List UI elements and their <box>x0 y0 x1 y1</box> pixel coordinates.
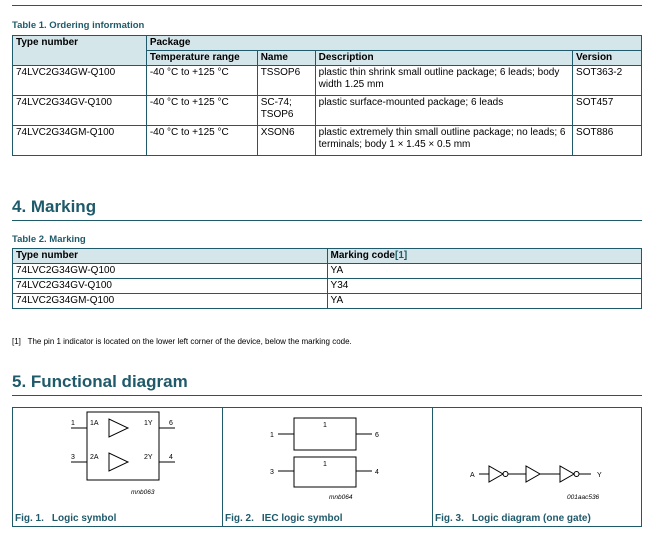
out-pin-6: 6 <box>375 432 379 439</box>
qualifier-2: 1 <box>323 461 327 468</box>
fig3-label: Fig. 3. <box>435 513 464 524</box>
logic-symbol-diagram <box>13 408 222 508</box>
ordering-table <box>12 35 642 156</box>
header-package: Package <box>146 36 641 51</box>
iec-logic-symbol-diagram <box>223 408 432 508</box>
cell-code: YA <box>327 294 641 309</box>
pin-3: 3 <box>71 454 75 461</box>
pin-a: A <box>470 472 475 479</box>
cell-type: 74LVC2G34GW-Q100 <box>13 264 328 279</box>
cell-name: XSON6 <box>257 126 315 156</box>
section-5-rule <box>12 395 642 396</box>
table-row <box>13 66 642 96</box>
cell-temp: -40 °C to +125 °C <box>146 96 257 126</box>
table-row <box>13 96 642 126</box>
fig3-box <box>432 407 642 527</box>
header-description: Description <box>315 51 572 66</box>
cell-code: Y34 <box>327 279 641 294</box>
fig3-caption <box>435 513 599 524</box>
top-rule <box>12 5 642 6</box>
cell-type: 74LVC2G34GV-Q100 <box>13 96 147 126</box>
fig1-code: mnb063 <box>131 489 155 496</box>
pin-1a: 1A <box>90 420 99 427</box>
fig2-caption <box>225 513 350 524</box>
cell-version: SOT886 <box>573 126 642 156</box>
table-row <box>13 126 642 156</box>
cell-version: SOT457 <box>573 96 642 126</box>
cell-type: 74LVC2G34GM-Q100 <box>13 126 147 156</box>
section-5-heading: 5. Functional diagram <box>12 372 188 391</box>
cell-type: 74LVC2G34GV-Q100 <box>13 279 328 294</box>
fig1-caption <box>15 513 124 524</box>
cell-type: 74LVC2G34GW-Q100 <box>13 66 147 96</box>
in-pin-1: 1 <box>270 432 274 439</box>
cell-desc: plastic extremely thin small outline package; no leads; 6 terminals; body 1 × 1.45 × 0.5 mm <box>315 126 572 156</box>
table-row <box>13 294 642 309</box>
pin-2y: 2Y <box>144 454 153 461</box>
table2-caption: Table 2. Marking <box>12 234 86 245</box>
fig2-label: Fig. 2. <box>225 513 254 524</box>
cell-desc: plastic thin shrink small outline package; 6 leads; body width 1.25 mm <box>315 66 572 96</box>
fig2-code: mnb064 <box>329 494 353 501</box>
header-version: Version <box>573 51 642 66</box>
marking-table <box>12 248 642 309</box>
fig1-box <box>12 407 223 527</box>
cell-code: YA <box>327 264 641 279</box>
footnote-link[interactable]: [1] <box>395 250 408 261</box>
footnote-ref: [1] <box>12 337 21 346</box>
header-marking-code <box>327 249 641 264</box>
footnote-text: The pin 1 indicator is located on the lower left corner of the device, below the marking code. <box>27 337 352 346</box>
header-type-number: Type number <box>13 36 147 66</box>
header-type-number: Type number <box>13 249 328 264</box>
logic-diagram-one-gate <box>433 408 641 508</box>
header-name: Name <box>257 51 315 66</box>
marking-code-label: Marking code <box>330 250 395 261</box>
fig2-title: IEC logic symbol <box>261 513 343 524</box>
fig2-box <box>222 407 433 527</box>
footnote <box>12 337 352 346</box>
fig1-title: Logic symbol <box>51 513 117 524</box>
cell-name: SC-74; TSOP6 <box>257 96 315 126</box>
table-row <box>13 279 642 294</box>
fig1-label: Fig. 1. <box>15 513 44 524</box>
fig3-title: Logic diagram (one gate) <box>471 513 591 524</box>
header-temperature-range: Temperature range <box>146 51 257 66</box>
section-4-heading: 4. Marking <box>12 197 97 216</box>
out-pin-4: 4 <box>375 469 379 476</box>
section-4-rule <box>12 220 642 221</box>
cell-desc: plastic surface-mounted package; 6 leads <box>315 96 572 126</box>
cell-temp: -40 °C to +125 °C <box>146 66 257 96</box>
pin-1y: 1Y <box>144 420 153 427</box>
cell-version: SOT363-2 <box>573 66 642 96</box>
table1-caption: Table 1. Ordering information <box>12 20 145 31</box>
pin-4: 4 <box>169 454 173 461</box>
cell-type: 74LVC2G34GM-Q100 <box>13 294 328 309</box>
in-pin-3: 3 <box>270 469 274 476</box>
pin-6: 6 <box>169 420 173 427</box>
cell-temp: -40 °C to +125 °C <box>146 126 257 156</box>
pin-2a: 2A <box>90 454 99 461</box>
cell-name: TSSOP6 <box>257 66 315 96</box>
table-row <box>13 264 642 279</box>
fig3-code: 001aac536 <box>567 494 600 501</box>
qualifier-1: 1 <box>323 422 327 429</box>
pin-1: 1 <box>71 420 75 427</box>
pin-y: Y <box>597 472 602 479</box>
